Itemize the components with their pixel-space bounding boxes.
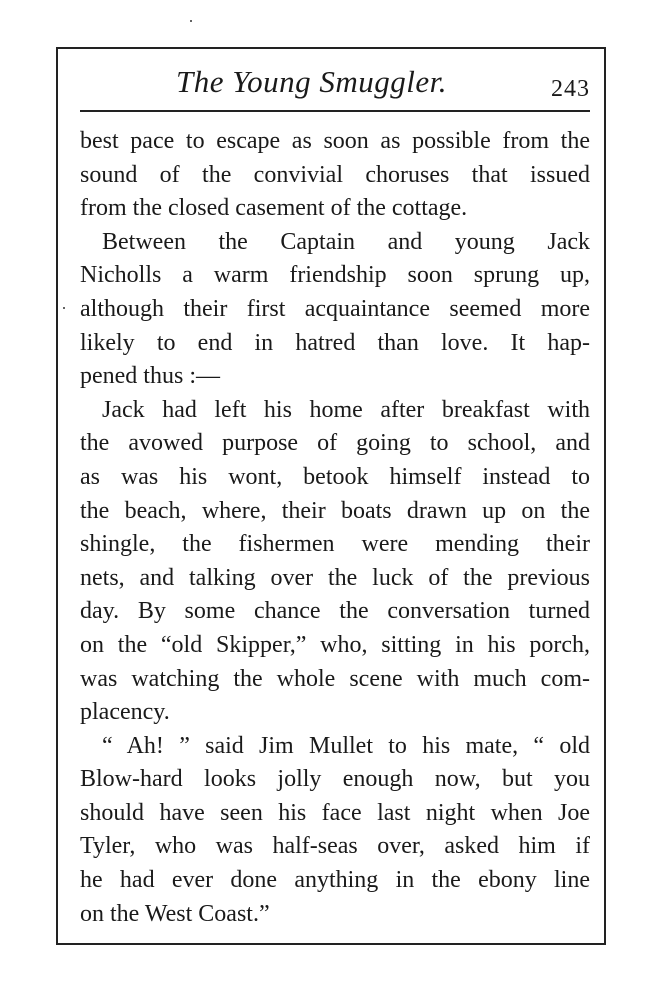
text-line: best pace to escape as soon as possible from the bbox=[80, 128, 590, 154]
text-line: placency. bbox=[80, 699, 170, 726]
text-line: was watching the whole scene with much com- bbox=[80, 665, 590, 692]
text-line: from the closed casement of the cottage. bbox=[80, 195, 468, 222]
text-line: he had ever done anything in the ebony line bbox=[80, 867, 590, 894]
page-number: 243 bbox=[551, 76, 590, 102]
text-line: Between the Captain and young Jack bbox=[102, 228, 590, 255]
text-line: on the West Coast.” bbox=[80, 900, 270, 927]
text-line: nets, and talking over the luck of the previous bbox=[80, 564, 590, 591]
text-line: pened thus :— bbox=[80, 363, 220, 390]
text-line: “ Ah! ” said Jim Mullet to his mate, “ old bbox=[102, 732, 590, 759]
text-line: Jack had left his home after breakfast with bbox=[102, 396, 590, 423]
text-line: shingle, the fishermen were mending their bbox=[80, 531, 590, 558]
running-title: The Young Smuggler. bbox=[176, 64, 448, 99]
text-line: likely to end in hatred than love. It hap- bbox=[80, 329, 590, 356]
running-head bbox=[80, 64, 590, 104]
body-text bbox=[80, 125, 590, 931]
text-line: the avowed purpose of going to school, and bbox=[80, 430, 590, 457]
text-line: as was his wont, betook himself instead to bbox=[80, 463, 590, 490]
text-line: Blow-hard looks jolly enough now, but you bbox=[80, 766, 590, 793]
text-line: sound of the convivial choruses that issued bbox=[80, 161, 590, 188]
text-line: day. By some chance the conversation turned bbox=[80, 598, 590, 625]
text-line: Nicholls a warm friendship soon sprung up, bbox=[80, 262, 590, 289]
text-line: although their first acquaintance seemed more bbox=[80, 295, 590, 322]
text-line: Tyler, who was half-seas over, asked him if bbox=[80, 833, 590, 860]
text-line: the beach, where, their boats drawn up on the bbox=[80, 497, 590, 524]
text-line: on the “old Skipper,” who, sitting in his porch, bbox=[80, 631, 590, 658]
print-speck bbox=[190, 20, 192, 22]
text-line: should have seen his face last night when Joe bbox=[80, 799, 590, 826]
header-rule bbox=[80, 110, 590, 112]
